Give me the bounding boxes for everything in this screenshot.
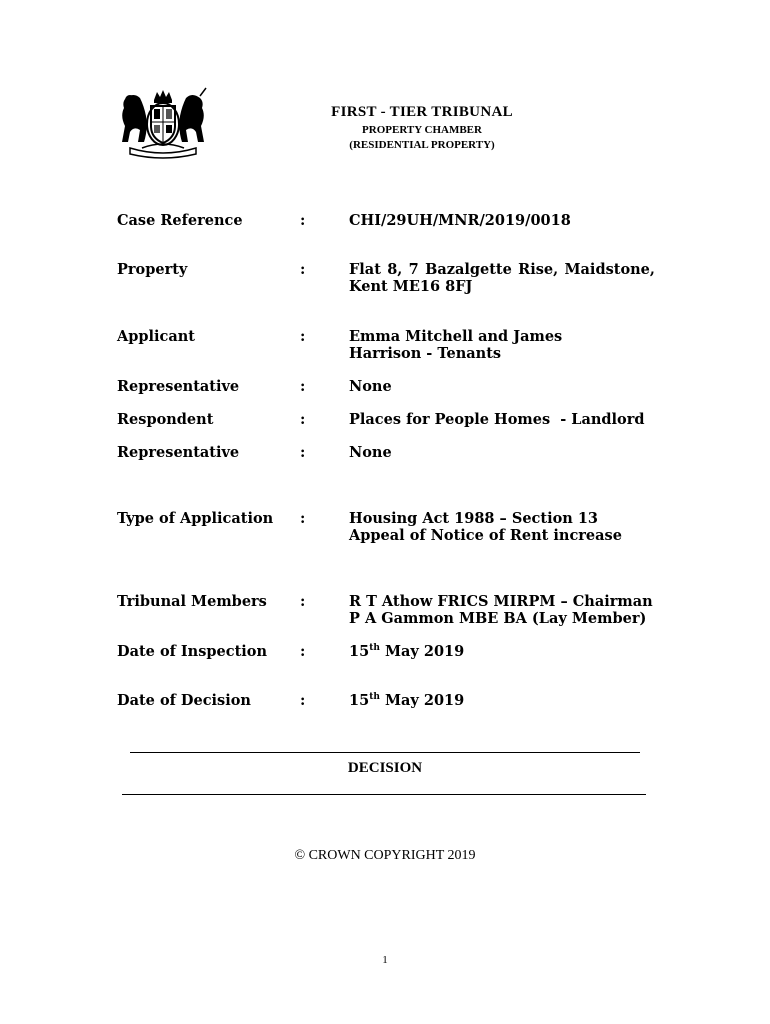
field-label: Date of Decision (117, 692, 251, 709)
divider-top (130, 752, 640, 753)
field-colon: : (300, 643, 306, 660)
decision-date: 15th May 2019 (349, 692, 465, 709)
decision-heading: DECISION (347, 760, 423, 776)
respondent-value: Places for People Homes - Landlord (349, 411, 645, 428)
case-reference-value: CHI/29UH/MNR/2019/0018 (349, 212, 571, 229)
property-line-2: Kent ME16 8FJ (349, 278, 473, 295)
field-label: Case Reference (117, 212, 243, 229)
crown-copyright: © CROWN COPYRIGHT 2019 (294, 848, 476, 863)
inspection-date: 15th May 2019 (349, 643, 465, 660)
representative-value: None (349, 378, 392, 395)
divider-bottom (122, 794, 646, 795)
tribunal-title: FIRST - TIER TRIBUNAL (331, 104, 513, 120)
member-line-1: R T Athow FRICS MIRPM – Chairman (349, 593, 653, 610)
application-line-2: Appeal of Notice of Rent increase (349, 527, 622, 544)
member-line-2: P A Gammon MBE BA (Lay Member) (349, 610, 647, 627)
property-word: 8, (387, 261, 403, 278)
property-word: 7 (408, 261, 419, 278)
representative-value: None (349, 444, 392, 461)
applicant-line-2: Harrison - Tenants (349, 345, 502, 362)
property-word: Flat (349, 261, 381, 278)
applicant-line-1: Emma Mitchell and James (349, 328, 563, 345)
subchamber-name: (RESIDENTIAL PROPERTY) (349, 139, 495, 151)
page-number: 1 (382, 954, 388, 966)
field-colon: : (300, 328, 306, 345)
field-colon: : (300, 444, 306, 461)
field-colon: : (300, 411, 306, 428)
field-label: Representative (117, 444, 240, 461)
field-label: Date of Inspection (117, 643, 267, 660)
property-line-1 (349, 261, 655, 278)
field-label: Applicant (117, 328, 196, 345)
field-label: Type of Application (117, 510, 274, 527)
field-colon: : (300, 510, 306, 527)
field-colon: : (300, 378, 306, 395)
field-colon: : (300, 593, 306, 610)
property-word: Bazalgette (425, 261, 512, 278)
royal-coat-of-arms-icon (116, 86, 210, 162)
chamber-name: PROPERTY CHAMBER (362, 124, 482, 136)
field-label: Representative (117, 378, 240, 395)
field-label: Tribunal Members (117, 593, 267, 610)
application-line-1: Housing Act 1988 – Section 13 (349, 510, 599, 527)
field-colon: : (300, 212, 306, 229)
field-label: Property (117, 261, 188, 278)
field-colon: : (300, 692, 306, 709)
property-word: Rise, (518, 261, 559, 278)
field-colon: : (300, 261, 306, 278)
property-word: Maidstone, (564, 261, 655, 278)
field-label: Respondent (117, 411, 214, 428)
